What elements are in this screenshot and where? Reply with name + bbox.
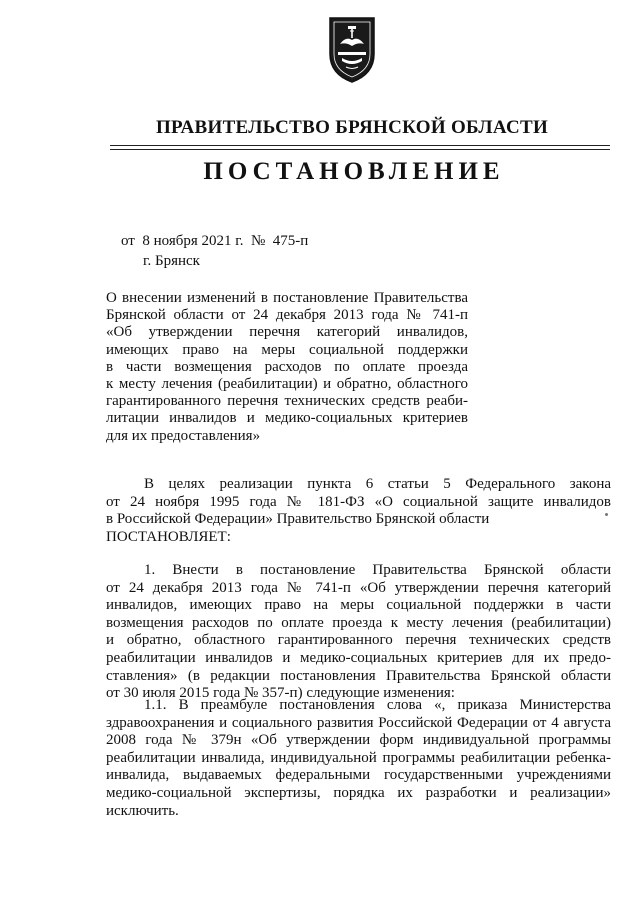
- paragraph-line: реабилитации инвалидов и медико-социальных критериев для их предо-: [106, 649, 611, 666]
- paragraph-line: 1.1. В преамбуле постановления слова «, приказа Министерства: [144, 697, 611, 713]
- subject-line: гарантированного перечня технических средств реаби-: [106, 393, 468, 410]
- paragraph-line: 2008 года № 379н «Об утверждении форм индивидуальной программы: [106, 732, 611, 749]
- header-rule-thin: [110, 149, 610, 150]
- coat-of-arms-icon: [326, 12, 378, 84]
- paragraph-line: 1. Внести в постановление Правительства Брянской области: [144, 562, 611, 578]
- subject-line: О внесении изменений в постановление Правительства: [106, 290, 468, 306]
- paragraph-line: ПОСТАНОВЛЯЕТ:: [106, 528, 231, 545]
- paragraph-line: реабилитации инвалида, индивидуальной программы реабилитации ребенка-: [106, 749, 611, 766]
- subject-line: имеющих право на меры социальной поддержки: [106, 341, 468, 358]
- paragraph-line: В целях реализации пункта 6 статьи 5 Федерального закона: [144, 476, 611, 492]
- city-line: г. Брянск: [143, 253, 200, 269]
- paragraph-line: здравоохранения и социального развития Российской Федерации от 4 августа: [106, 714, 611, 731]
- document-type-title: ПОСТАНОВЛЕНИЕ: [203, 158, 505, 185]
- paragraph-line: исключить.: [106, 802, 179, 819]
- paragraph-line: от 24 ноября 1995 года № 181-ФЗ «О социальной защите инвалидов: [106, 493, 611, 510]
- subject-line: для их предоставления»: [106, 427, 261, 444]
- paragraph-line: от 30 июля 2015 года № 357-п) следующие изменения:: [106, 685, 455, 702]
- paragraph-line: от 24 декабря 2013 года № 741-п «Об утверждении перечня категорий: [106, 579, 611, 596]
- date-number-line: от 8 ноября 2021 г. № 475-п: [121, 233, 309, 249]
- item-1-1-paragraph: [106, 697, 611, 820]
- government-title: ПРАВИТЕЛЬСТВО БРЯНСКОЙ ОБЛАСТИ: [155, 117, 549, 138]
- subject-line: «Об утверждении перечня категорий инвалидов,: [106, 324, 468, 341]
- preamble-paragraph: [106, 476, 611, 546]
- scan-artifact: [605, 513, 608, 516]
- paragraph-line: инвалида, выдаваемых федеральными государственными учреждениями: [106, 767, 611, 784]
- paragraph-line: ставления» (в редакции постановления Правительства Брянской области: [106, 667, 611, 684]
- paragraph-line: возмещения расходов по оплате проезда к месту лечения (реабилитации): [106, 614, 611, 631]
- header-rule-thick: [110, 145, 610, 146]
- subject-line: Брянской области от 24 декабря 2013 года № 741-п: [106, 307, 468, 324]
- subject-line: литации инвалидов и медико-социальных критериев: [106, 410, 468, 427]
- item-1-paragraph: [106, 562, 611, 703]
- subject-block: [106, 290, 468, 445]
- paragraph-line: в Российской Федерации» Правительство Брянской области: [106, 511, 490, 528]
- paragraph-line: инвалидов, имеющих право на меры социальной поддержки в части: [106, 597, 611, 614]
- paragraph-line: и обратно, областного гарантированного перечня технических средств: [106, 632, 611, 649]
- subject-line: к месту лечения (реабилитации) и обратно, областного: [106, 376, 468, 393]
- paragraph-line: медико-социальной экспертизы, порядка их разработки и реализации»: [106, 784, 611, 801]
- subject-line: в части возмещения расходов по оплате проезда: [106, 358, 468, 375]
